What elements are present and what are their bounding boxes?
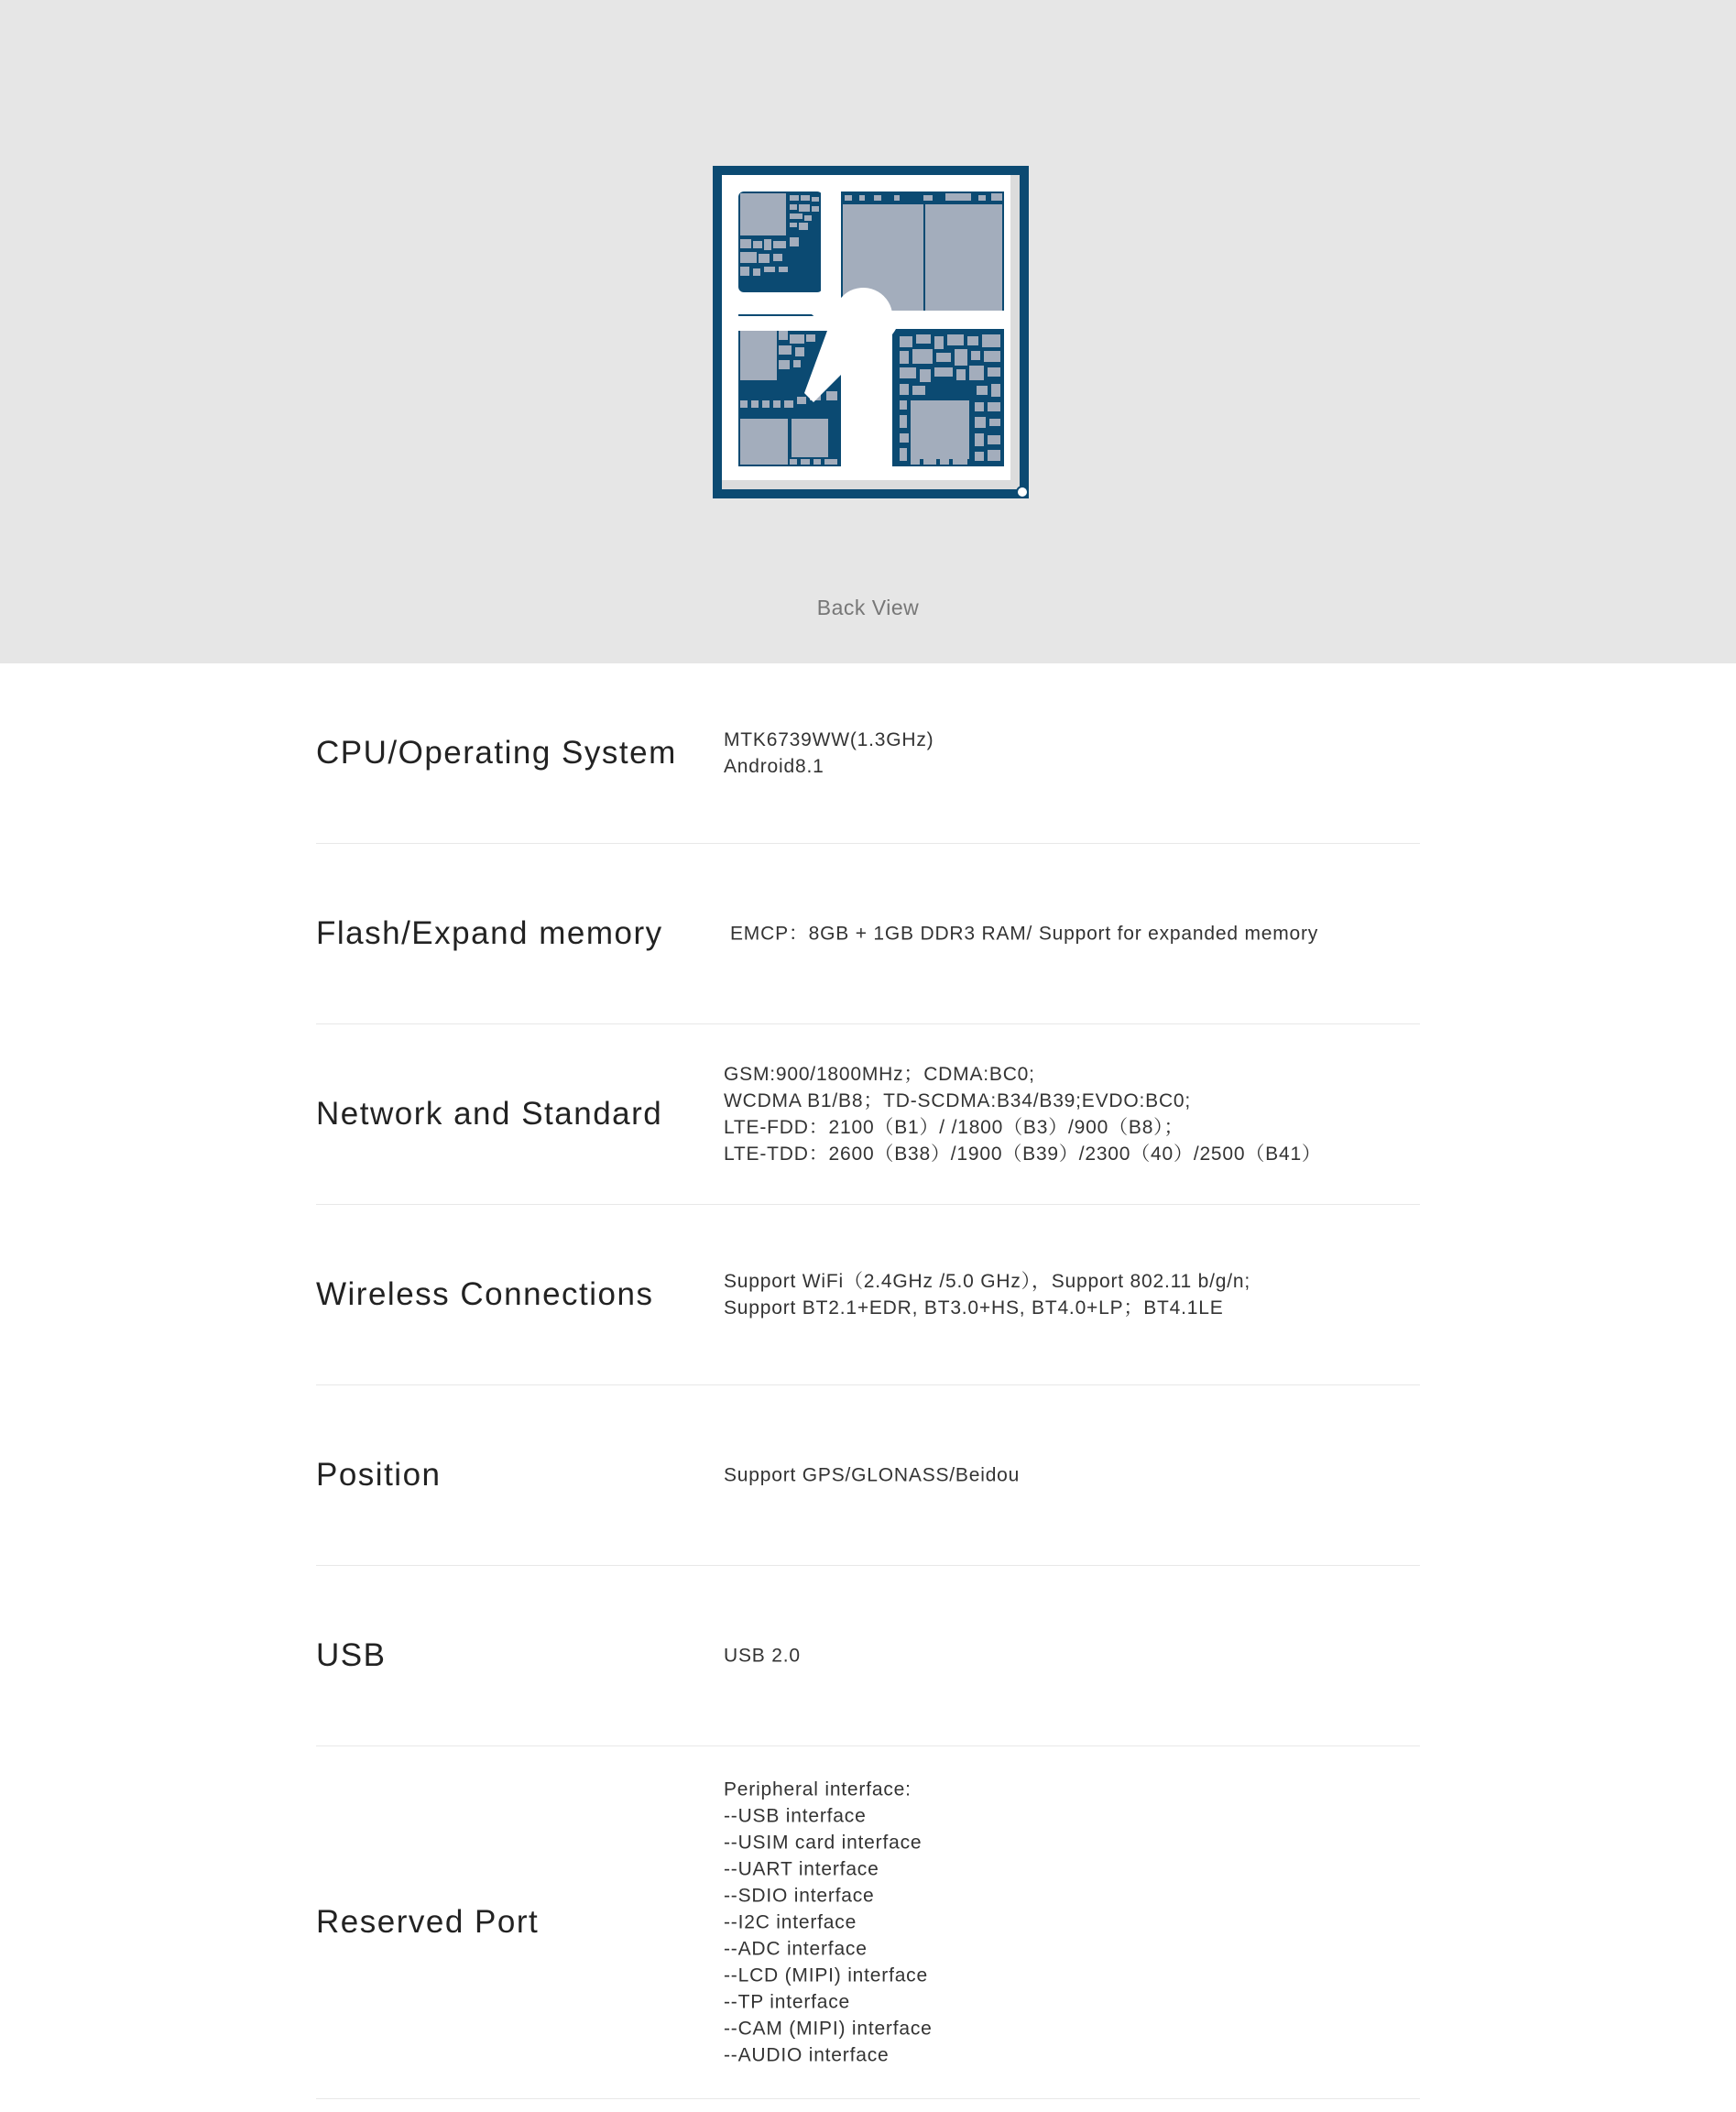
- spec-row-reserved-port: [316, 1746, 1420, 2099]
- spec-value: [724, 1777, 933, 2069]
- hero-caption: Back View: [816, 596, 920, 619]
- spec-label: Network and Standard: [316, 1096, 663, 1132]
- hero-section: [0, 0, 1736, 663]
- module-back-chip-illustration: [713, 166, 1029, 498]
- spec-line: --ADC interface: [724, 1938, 868, 1960]
- spec-label: Reserved Port: [316, 1904, 540, 1940]
- spec-line: --AUDIO interface: [724, 2044, 890, 2066]
- spec-label: Position: [316, 1457, 442, 1493]
- spec-row-usb: [316, 1566, 1420, 1746]
- spec-line: Support BT2.1+EDR, BT3.0+HS, BT4.0+LP；BT4.1LE: [724, 1297, 1224, 1319]
- spec-row-position: [316, 1385, 1420, 1566]
- spec-label: CPU/Operating System: [316, 735, 677, 771]
- spec-value: [724, 1462, 1020, 1489]
- spec-line: EMCP：8GB + 1GB DDR3 RAM/ Support for expanded memory: [730, 923, 1319, 945]
- spec-line: Support WiFi（2.4GHz /5.0 GHz），Support 802.11 b/g/n;: [724, 1271, 1250, 1292]
- spec-line: --TP interface: [724, 1991, 851, 2013]
- spec-line: --USB interface: [724, 1805, 867, 1827]
- spec-line: --CAM (MIPI) interface: [724, 2018, 933, 2040]
- spec-line: --LCD (MIPI) interface: [724, 1964, 928, 1986]
- spec-line: WCDMA B1/B8；TD-SCDMA:B34/B39;EVDO:BC0;: [724, 1090, 1192, 1111]
- spec-line: GSM:900/1800MHz；CDMA:BC0;: [724, 1064, 1035, 1085]
- spec-value: [724, 1268, 1250, 1321]
- spec-row-network: [316, 1024, 1420, 1205]
- spec-label: Flash/Expand memory: [316, 915, 663, 951]
- spec-line: Android8.1: [724, 756, 824, 777]
- spec-line: --SDIO interface: [724, 1885, 875, 1907]
- spec-label: USB: [316, 1637, 387, 1673]
- spec-value: [730, 921, 1318, 947]
- spec-line: Support GPS/GLONASS/Beidou: [724, 1464, 1021, 1486]
- spec-value: [724, 1061, 1322, 1167]
- spec-row-flash: [316, 844, 1420, 1024]
- spec-label: Wireless Connections: [316, 1276, 654, 1312]
- spec-line: --UART interface: [724, 1858, 879, 1880]
- spec-line: MTK6739WW(1.3GHz): [724, 729, 934, 750]
- spec-value: [724, 1643, 801, 1669]
- spec-row-wireless: [316, 1205, 1420, 1385]
- spec-line: --I2C interface: [724, 1911, 857, 1933]
- spec-line: --USIM card interface: [724, 1832, 923, 1854]
- specs-table: [316, 663, 1420, 2099]
- spec-line: LTE-FDD：2100（B1）/ /1800（B3）/900（B8）；: [724, 1117, 1185, 1138]
- spec-row-cpu: [316, 663, 1420, 844]
- spec-line: LTE-TDD：2600（B38）/1900（B39）/2300（40）/2500（B41）: [724, 1144, 1322, 1165]
- spec-value: [724, 727, 934, 780]
- spec-line: USB 2.0: [724, 1645, 801, 1667]
- spec-line: Peripheral interface:: [724, 1778, 912, 1800]
